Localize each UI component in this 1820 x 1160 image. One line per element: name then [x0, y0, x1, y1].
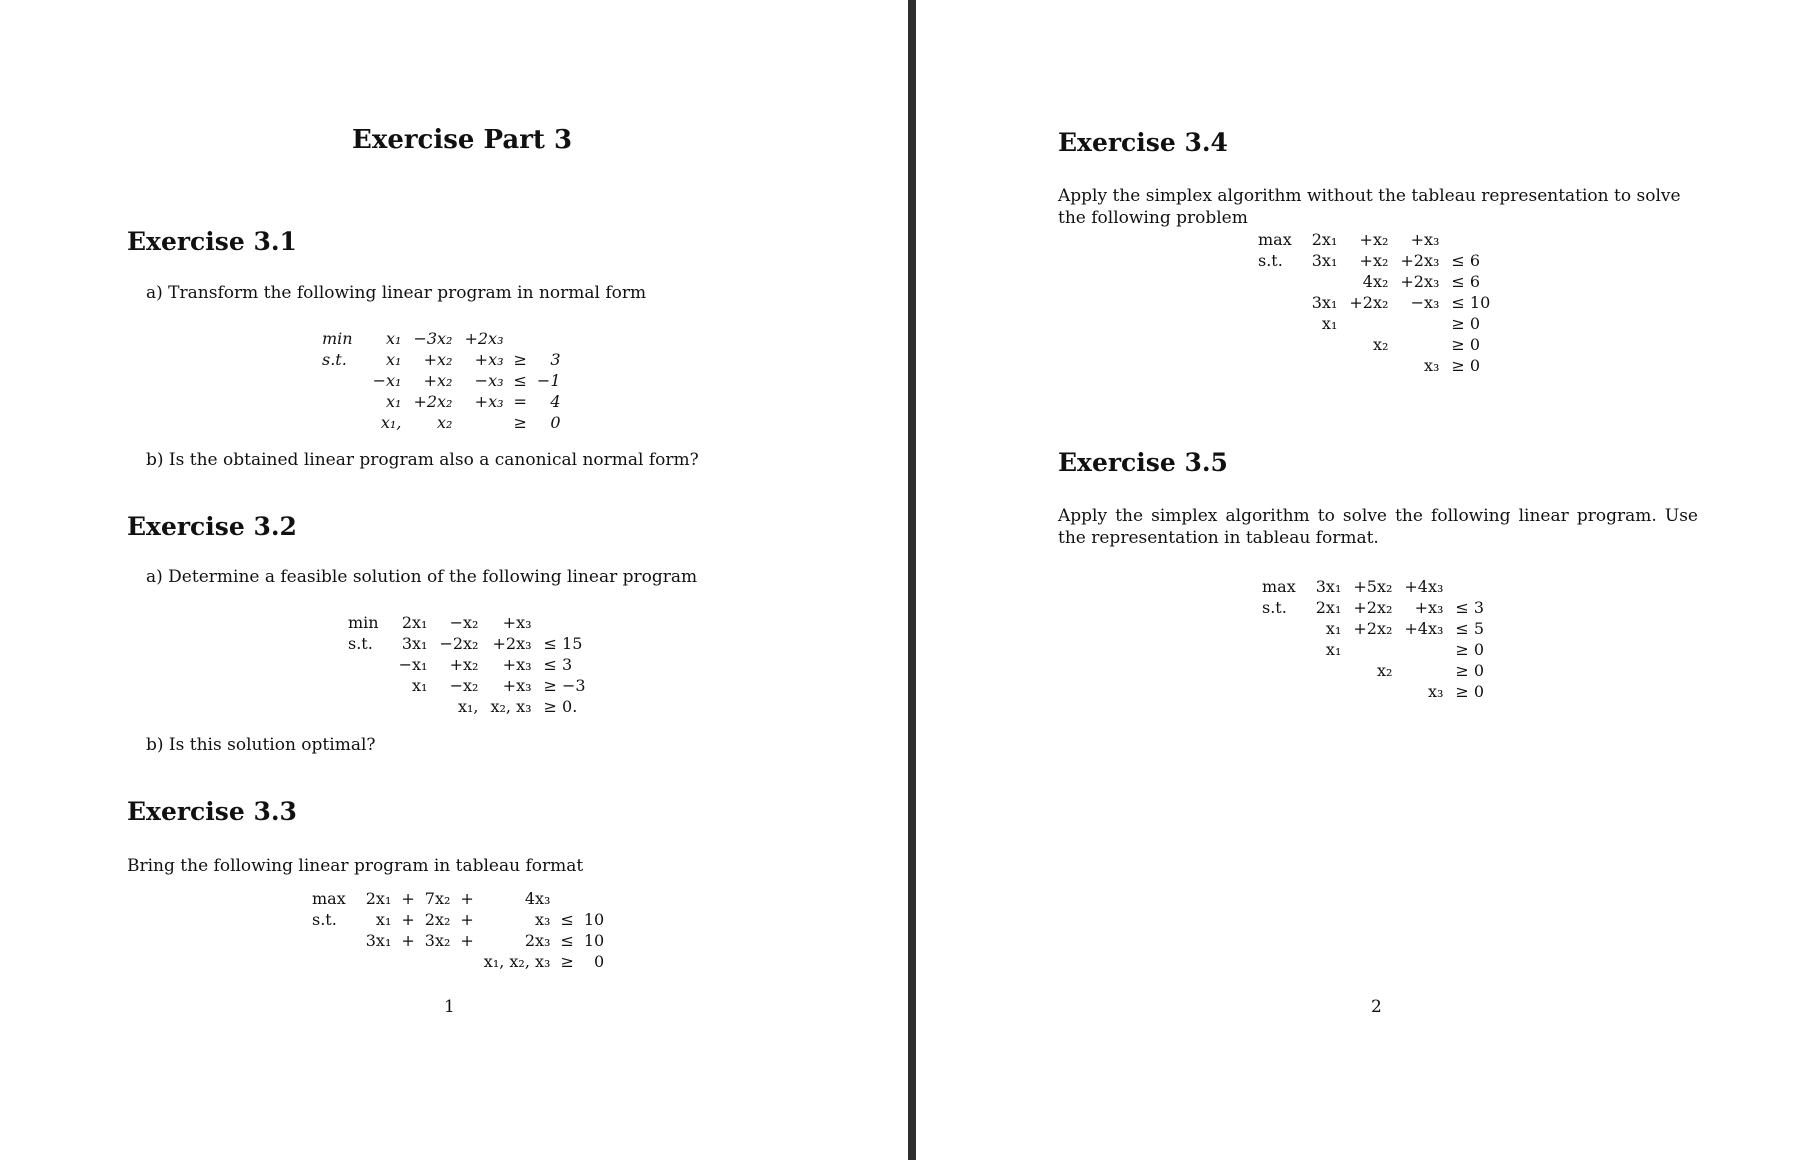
lp-cell: −x₂ — [449, 676, 479, 695]
lp-cell: x₁ — [412, 676, 428, 695]
lp-cell: x₁ — [386, 329, 402, 348]
lp-cell: +x₃ — [502, 655, 532, 674]
lp-cell: 2x₁ — [365, 889, 392, 908]
lp-cell: x₂ — [1372, 335, 1389, 354]
exercise-3-1-heading: Exercise 3.1 — [127, 227, 297, 256]
exercise-3-2-part-b: b) Is this solution optimal? — [146, 735, 376, 755]
lp-cell — [316, 412, 367, 433]
lp-row — [342, 654, 592, 675]
lp-cell: +x₃ — [502, 613, 532, 632]
lp-cell: +2x₃ — [1400, 272, 1440, 291]
lp-row — [316, 370, 567, 391]
exercise-3-4-linear-program — [1252, 229, 1496, 376]
lp-cell — [342, 696, 393, 717]
lp-cell: +5x₂ — [1353, 577, 1393, 596]
lp-cell: 4 — [550, 392, 561, 411]
lp-cell: +2x₃ — [492, 634, 532, 653]
lp-cell: x₁ — [1321, 314, 1338, 333]
lp-cell: ≥ — [513, 350, 527, 369]
lp-row — [342, 633, 592, 654]
lp-cell: ≤ 5 — [1455, 619, 1485, 638]
lp-cell — [1398, 639, 1449, 660]
lp-cell: 2x₂ — [424, 910, 451, 929]
lp-cell: ≤ — [513, 371, 527, 390]
lp-cell: 3x₁ — [365, 931, 392, 950]
page-number: 2 — [1371, 997, 1382, 1017]
lp-cell — [1256, 660, 1310, 681]
page-2 — [916, 0, 1820, 1160]
lp-cell — [1252, 334, 1306, 355]
lp-cell — [342, 675, 393, 696]
lp-row — [342, 675, 592, 696]
lp-cell: x₁, — [457, 697, 479, 716]
lp-cell: + — [460, 910, 474, 929]
lp-cell — [1347, 639, 1398, 660]
lp-cell — [1343, 355, 1394, 376]
lp-cell: s.t. — [322, 350, 347, 369]
lp-cell: +2x₂ — [413, 392, 453, 411]
lp-cell — [556, 888, 577, 909]
lp-cell: 4x₂ — [1362, 272, 1389, 291]
lp-cell: +2x₃ — [464, 329, 504, 348]
lp-cell: min — [348, 613, 379, 632]
lp-cell: ≥ 0 — [1451, 356, 1481, 375]
lp-cell: s.t. — [1262, 598, 1287, 617]
lp-cell: x₁ — [386, 392, 402, 411]
lp-cell — [306, 951, 360, 972]
lp-cell: s.t. — [348, 634, 373, 653]
lp-cell — [1449, 576, 1490, 597]
lp-cell: ≥ 0 — [1455, 661, 1485, 680]
lp-cell: +x₃ — [474, 350, 504, 369]
lp-row — [316, 412, 567, 433]
lp-cell: + — [401, 931, 415, 950]
lp-row — [306, 930, 610, 951]
lp-row — [1252, 292, 1496, 313]
lp-cell — [393, 696, 434, 717]
lp-cell: +2x₂ — [1353, 598, 1393, 617]
lp-cell — [1252, 355, 1306, 376]
lp-cell — [316, 391, 367, 412]
lp-cell: 0 — [550, 413, 561, 432]
lp-cell: x₁, x₂, x₃ — [483, 952, 551, 971]
lp-cell — [360, 951, 398, 972]
lp-row — [342, 696, 592, 717]
lp-cell: x₂, x₃ — [490, 697, 532, 716]
lp-cell: + — [401, 910, 415, 929]
lp-row — [1256, 639, 1490, 660]
lp-row — [1256, 597, 1490, 618]
lp-cell: +x₂ — [1359, 230, 1389, 249]
lp-cell — [316, 370, 367, 391]
lp-cell: 3x₁ — [1311, 251, 1338, 270]
lp-cell — [1445, 229, 1496, 250]
lp-cell: ≤ 15 — [543, 634, 583, 653]
exercise-3-2-linear-program — [342, 612, 592, 717]
exercise-3-1-part-a: a) Transform the following linear program in normal form — [146, 283, 647, 303]
lp-cell — [1310, 660, 1348, 681]
lp-cell — [510, 328, 531, 349]
lp-cell: s.t. — [1258, 251, 1283, 270]
lp-row — [342, 612, 592, 633]
lp-cell: ≥ 0 — [1455, 640, 1485, 659]
lp-cell: −2x₂ — [439, 634, 479, 653]
lp-cell: x₁ — [386, 350, 402, 369]
lp-cell — [578, 888, 610, 909]
lp-cell — [1306, 271, 1344, 292]
lp-cell: ≥ — [513, 413, 527, 432]
lp-cell: 4x₃ — [524, 889, 551, 908]
lp-cell: 3x₁ — [1315, 577, 1342, 596]
lp-cell: ≥ 0 — [1451, 314, 1481, 333]
exercise-3-4-text: Apply the simplex algorithm without the tableau representation to solve the following problem — [1058, 186, 1681, 228]
lp-cell: +2x₃ — [1400, 251, 1440, 270]
lp-cell: ≤ 3 — [1455, 598, 1485, 617]
lp-cell: max — [312, 889, 346, 908]
lp-cell — [1347, 681, 1398, 702]
lp-row — [1252, 229, 1496, 250]
lp-cell: x₁, — [380, 413, 402, 432]
lp-cell: x₁ — [375, 910, 392, 929]
lp-cell: ≤ 3 — [543, 655, 573, 674]
lp-cell: ≤ 6 — [1451, 272, 1481, 291]
lp-cell: min — [322, 329, 353, 348]
lp-cell — [342, 654, 393, 675]
lp-cell — [1252, 292, 1306, 313]
lp-cell: x₃ — [1423, 356, 1440, 375]
exercise-3-5-heading: Exercise 3.5 — [1058, 448, 1228, 477]
lp-cell — [458, 412, 509, 433]
lp-cell: 2x₁ — [401, 613, 428, 632]
exercise-3-1-part-b: b) Is the obtained linear program also a canonical normal form? — [146, 450, 699, 470]
lp-row — [316, 391, 567, 412]
lp-cell: ≤ — [560, 910, 574, 929]
lp-row — [1252, 355, 1496, 376]
lp-cell — [419, 951, 457, 972]
lp-cell — [1306, 355, 1344, 376]
lp-cell: 2x₁ — [1311, 230, 1338, 249]
lp-cell: s.t. — [312, 910, 337, 929]
lp-cell — [306, 930, 360, 951]
lp-cell: +2x₂ — [1353, 619, 1393, 638]
lp-cell: x₃ — [535, 910, 551, 929]
lp-cell: 3x₁ — [1311, 293, 1338, 312]
lp-cell: −x₃ — [474, 371, 504, 390]
lp-cell: +x₃ — [474, 392, 504, 411]
lp-cell: +x₂ — [1359, 251, 1389, 270]
lp-cell: max — [1262, 577, 1296, 596]
lp-cell — [1252, 271, 1306, 292]
lp-cell: 3 — [550, 350, 561, 369]
exercise-3-5-linear-program — [1256, 576, 1490, 702]
lp-cell: ≥ 0 — [1451, 335, 1481, 354]
lp-cell: +x₂ — [423, 371, 453, 390]
page-divider — [908, 0, 916, 1160]
lp-row — [306, 909, 610, 930]
page-1 — [0, 0, 908, 1160]
lp-cell — [1256, 681, 1310, 702]
lp-cell: ≥ — [560, 952, 574, 971]
lp-cell: = — [513, 392, 527, 411]
lp-cell — [1343, 313, 1394, 334]
lp-cell: + — [460, 889, 474, 908]
lp-cell: −1 — [536, 371, 561, 390]
lp-cell: −3x₂ — [413, 329, 453, 348]
lp-cell: ≤ — [560, 931, 574, 950]
lp-cell: +x₂ — [423, 350, 453, 369]
lp-cell — [1306, 334, 1344, 355]
lp-row — [1252, 313, 1496, 334]
exercise-3-2-part-a: a) Determine a feasible solution of the following linear program — [146, 567, 698, 587]
lp-cell — [456, 951, 477, 972]
lp-cell — [1252, 313, 1306, 334]
exercise-3-3-heading: Exercise 3.3 — [127, 797, 297, 826]
lp-row — [306, 951, 610, 972]
lp-cell: −x₁ — [398, 655, 428, 674]
lp-cell: ≥ 0. — [543, 697, 578, 716]
exercise-3-1-linear-program — [316, 328, 567, 433]
lp-row — [1252, 250, 1496, 271]
lp-cell — [1310, 681, 1348, 702]
lp-cell: −x₃ — [1410, 293, 1440, 312]
lp-cell: ≥ −3 — [543, 676, 586, 695]
lp-row — [306, 888, 610, 909]
lp-cell: + — [401, 889, 415, 908]
lp-cell: 10 — [583, 910, 605, 929]
exercise-3-4-heading: Exercise 3.4 — [1058, 128, 1228, 157]
lp-cell: +x₃ — [502, 676, 532, 695]
lp-cell: + — [460, 931, 474, 950]
lp-cell: +2x₂ — [1349, 293, 1389, 312]
lp-row — [316, 349, 567, 370]
lp-cell: 3x₁ — [401, 634, 428, 653]
lp-cell: −x₂ — [449, 613, 479, 632]
lp-row — [1252, 271, 1496, 292]
lp-cell — [1394, 334, 1445, 355]
lp-cell: 2x₁ — [1315, 598, 1342, 617]
lp-row — [1256, 660, 1490, 681]
lp-cell — [1394, 313, 1445, 334]
lp-row — [1252, 334, 1496, 355]
lp-cell: x₁ — [1325, 619, 1342, 638]
lp-cell: +4x₃ — [1404, 577, 1444, 596]
lp-cell: 2x₃ — [524, 931, 551, 950]
lp-cell: 3x₂ — [424, 931, 451, 950]
lp-cell: +x₃ — [1410, 230, 1440, 249]
lp-cell — [1398, 660, 1449, 681]
lp-cell: ≤ 10 — [1451, 293, 1491, 312]
lp-cell: +x₃ — [1414, 598, 1444, 617]
page-number: 1 — [444, 997, 455, 1017]
lp-row — [1256, 576, 1490, 597]
lp-cell — [397, 951, 418, 972]
lp-cell — [531, 328, 567, 349]
exercise-3-2-heading: Exercise 3.2 — [127, 512, 297, 541]
lp-cell: +4x₃ — [1404, 619, 1444, 638]
lp-row — [1256, 681, 1490, 702]
lp-cell: ≤ 6 — [1451, 251, 1481, 270]
lp-cell: x₃ — [1427, 682, 1444, 701]
lp-cell — [538, 612, 592, 633]
lp-cell: −x₁ — [372, 371, 402, 390]
lp-cell: x₂ — [1376, 661, 1393, 680]
lp-cell: x₂ — [437, 413, 453, 432]
lp-cell: 0 — [594, 952, 605, 971]
exercise-3-3-linear-program — [306, 888, 610, 972]
lp-cell: 7x₂ — [424, 889, 451, 908]
lp-cell: ≥ 0 — [1455, 682, 1485, 701]
lp-cell: x₁ — [1325, 640, 1342, 659]
lp-cell: max — [1258, 230, 1292, 249]
lp-cell — [1256, 618, 1310, 639]
exercise-3-3-text: Bring the following linear program in tableau format — [127, 856, 584, 876]
lp-row — [1256, 618, 1490, 639]
lp-cell: +x₂ — [449, 655, 479, 674]
document-title: Exercise Part 3 — [352, 125, 573, 155]
lp-cell: 10 — [583, 931, 605, 950]
lp-cell — [1256, 639, 1310, 660]
exercise-3-5-text: Apply the simplex algorithm to solve the following linear program. Use the representation in tableau format. — [1058, 506, 1698, 548]
lp-row — [316, 328, 567, 349]
